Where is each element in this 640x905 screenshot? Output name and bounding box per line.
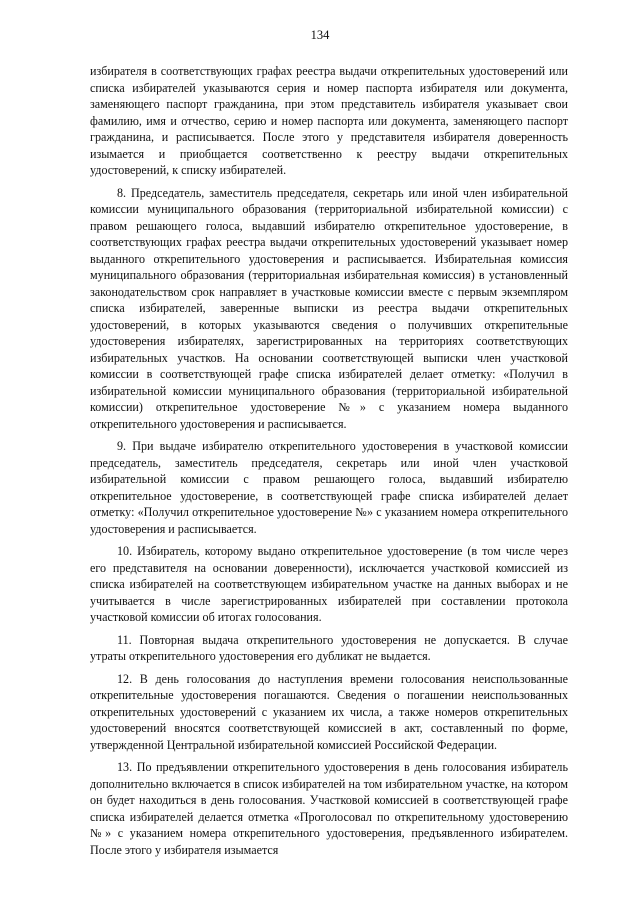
paragraph-8: 8. Председатель, заместитель председателя, секретарь или иной член избирательной комиссии муниципального образования (территориальной избирательной комиссии) с правом решающего голоса, выдавший избирателю открепительное удостоверение, в соответствующих графах реестра выдачи открепительных удостоверений указывает номер выданного открепительного удостоверения и расписывается. Избирательная комиссия муниципального образования (территориальная избирательная комиссия) в установленный законодательством срок направляет в участковые комиссии вместе с первым экземпляром списка избирателей, заверенные выписки из реестра выдачи открепительных удостоверений, в которых указываются сведения о получивших открепительные удостоверения избирателях, зарегистрированных на территориях соответствующих избирательных участков. На основании соответствующей выписки член участковой комиссии в соответствующей графе списка избирателей делает отметку: «Получил в избирательной комиссии муниципального образования (территориальной избирательной комиссии) открепительное удостоверение №» с указанием номера выданного открепительного удостоверения и расписывается. [90,185,568,431]
page-number: 134 [310,28,330,42]
paragraph-continuation: избирателя в соответствующих графах реестра выдачи открепительных удостоверений или списка избирателей указываются серия и номер паспорта избирателя или документа, заменяющего паспорт гражданина, при этом представитель избирателя указывает свои фамилию, имя и отчество, серию и номер паспорта или документа, заменяющего паспорт гражданина, и расписывается. После этого у представителя избирателя доверенность изымается и приобщается соответственно к реестру выдачи открепительных удостоверений, к списку избирателей. [90,64,568,177]
paragraph-9: 9. При выдаче избирателю открепительного удостоверения в участковой комиссии председатель, заместитель председателя, секретарь или иной член участковой избирательной комиссии с правом решающего голоса, выдавший избирателю открепительное удостоверение, в соответствующей графе списка избирателей делает отметку: «Получил открепительное удостоверение №» с указанием номера открепительного удостоверения и расписывается. [90,439,568,536]
paragraph-12: 12. В день голосования до наступления времени голосования неиспользованные открепительные удостоверения погашаются. Сведения о погашении неиспользованных открепительных удостоверений с указанием их числа, а также номеров открепительных удостоверений вносятся соответствующей комиссией в акт, составленный по форме, утвержденной Центральной избирательной комиссией Российской Федерации. [90,671,568,752]
paragraph-10: 10. Избиратель, которому выдано открепительное удостоверение (в том числе через его представителя на основании доверенности), исключается участковой комиссией из списка избирателей на соответствующем избирательном участке на данных выборах и не учитывается в числе зарегистрированных избирателей при составлении протокола участковой комиссии об итогах голосования. [90,544,568,624]
document-body [90,63,568,858]
paragraph-13: 13. По предъявлении открепительного удостоверения в день голосования избиратель дополнительно включается в список избирателей на том избирательном участке, на котором он будет находиться в день голосования. Участковой комиссией в соответствующей графе списка избирателей делается отметка «Проголосовал по открепительному удостоверению №» с указанием номера открепительного удостоверения, предъявленного избирателем. После этого у избирателя изымается [90,760,568,857]
paragraph-11: 11. Повторная выдача открепительного удостоверения не допускается. В случае утраты открепительного удостоверения его дубликат не выдается. [90,632,568,663]
